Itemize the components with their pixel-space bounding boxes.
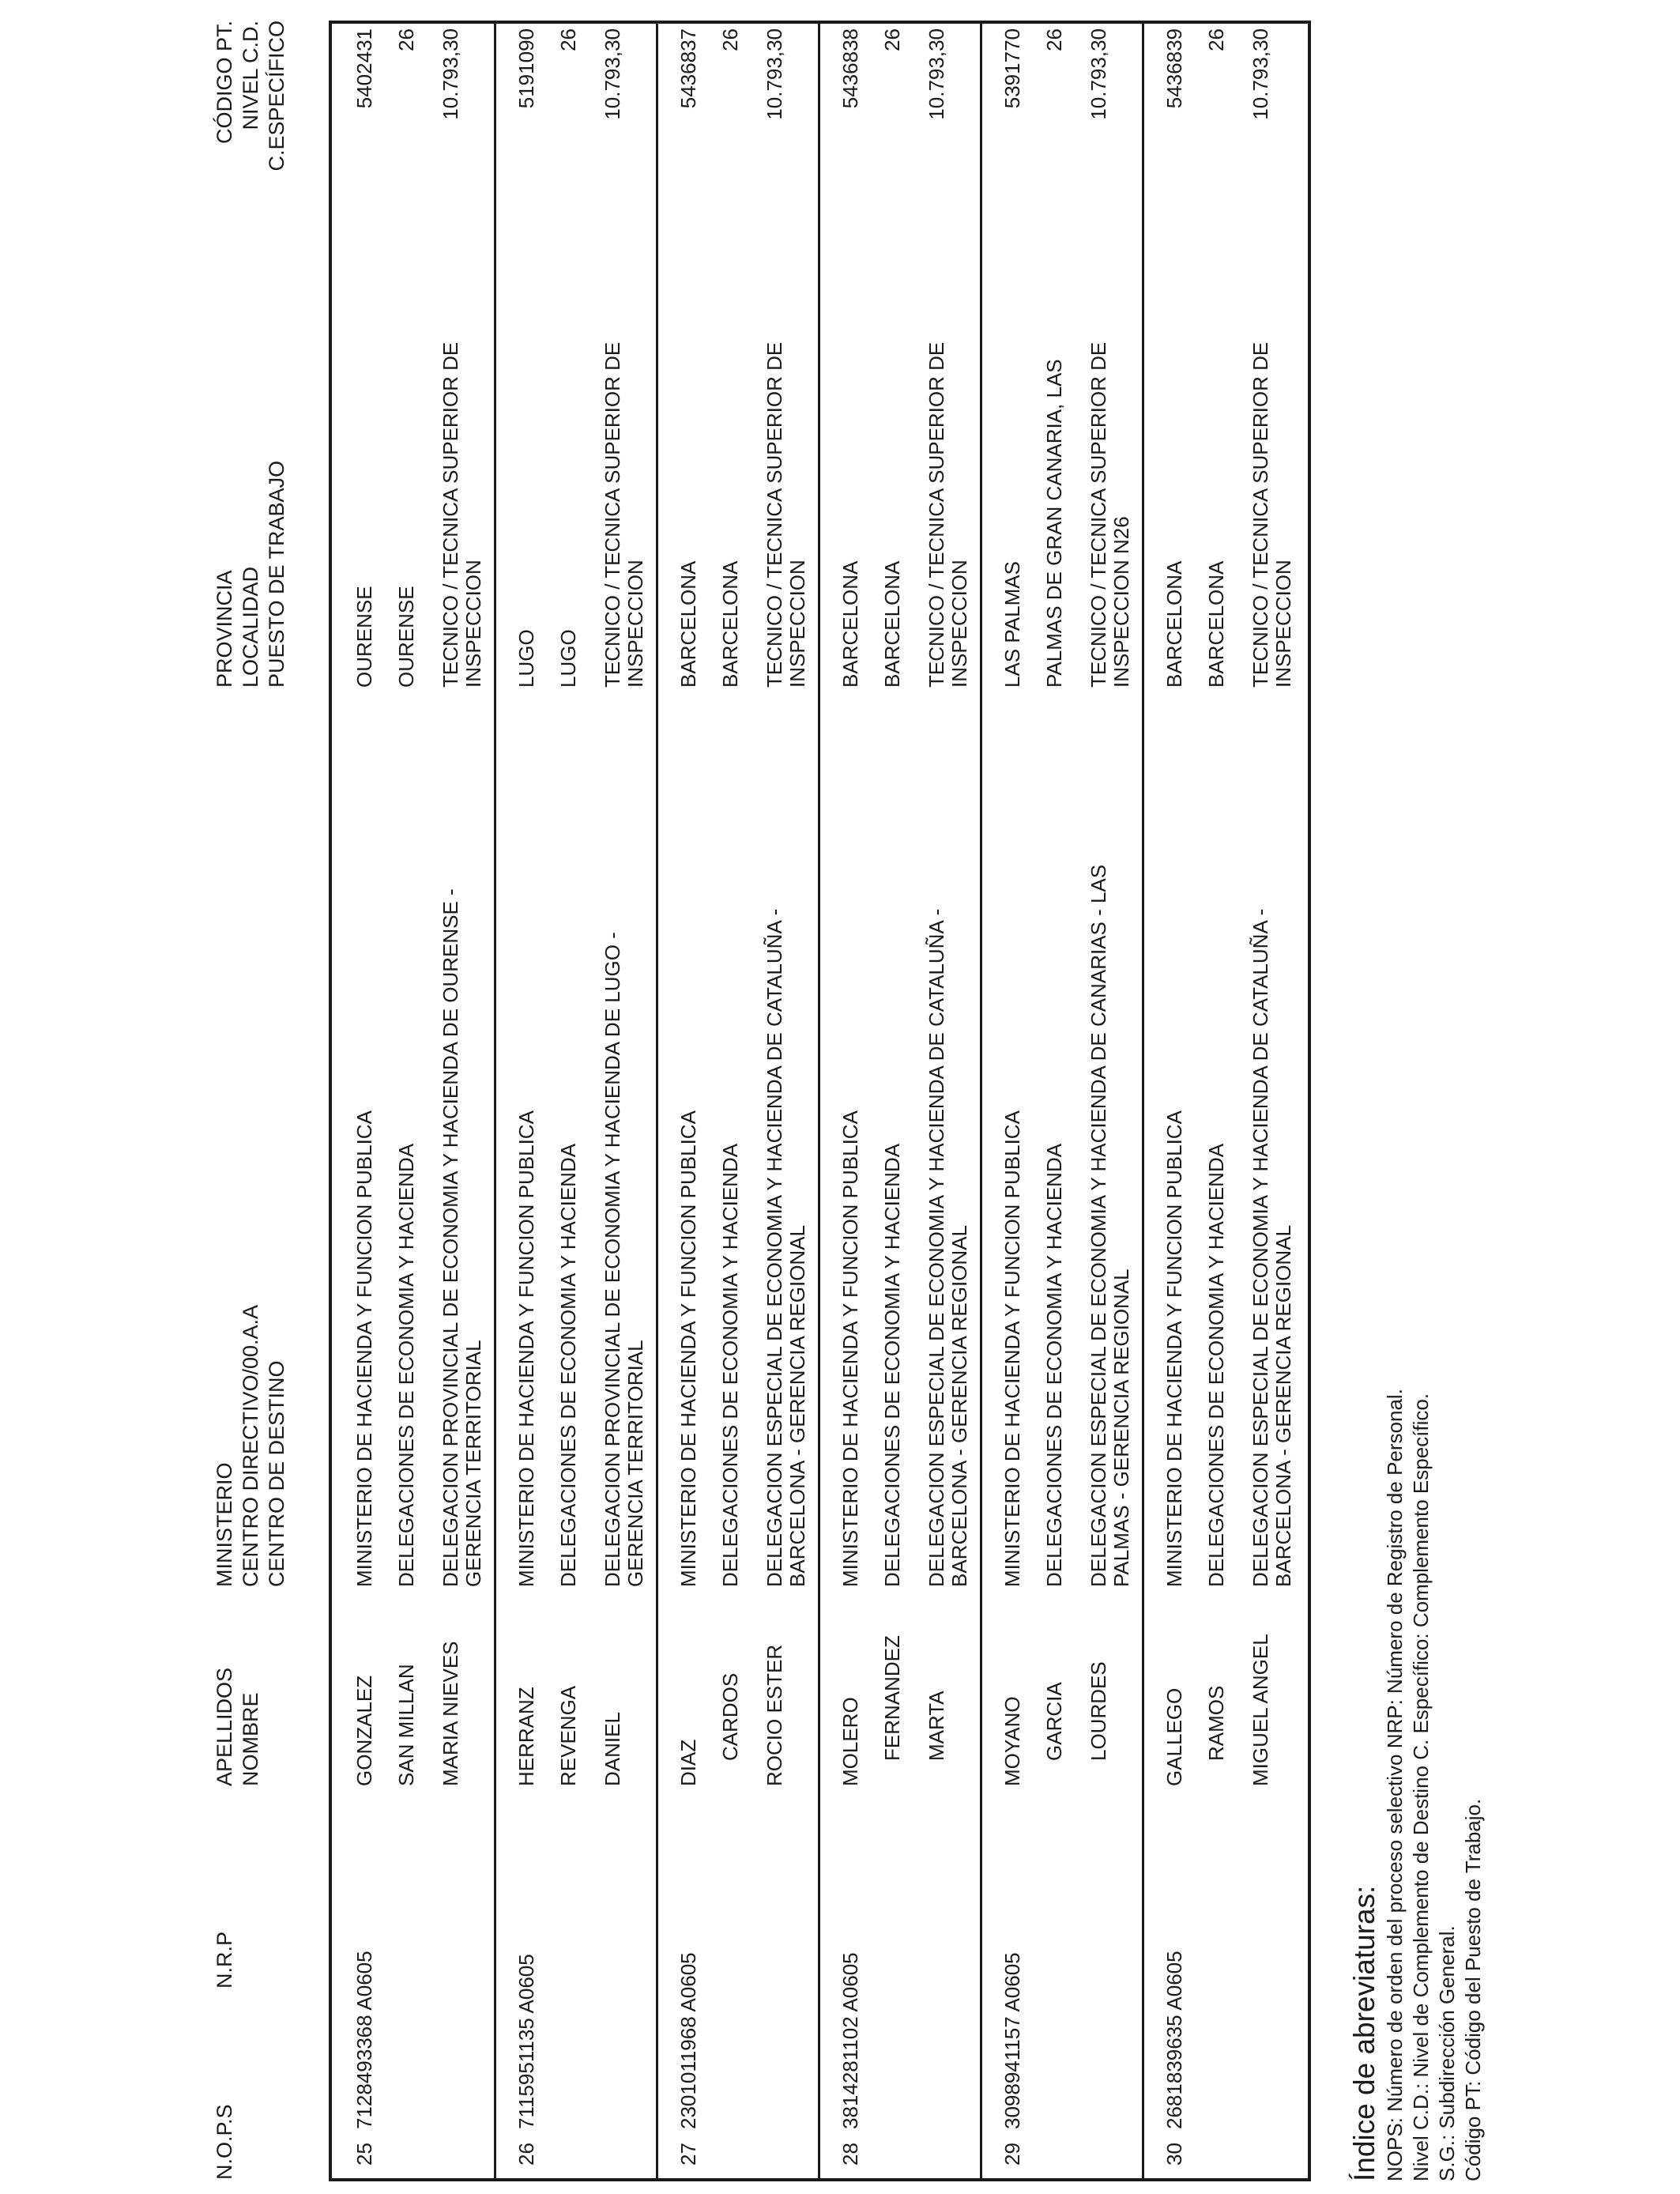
especifico-cell: 10.793,30 <box>1249 28 1272 120</box>
centro-destino-line1: DELEGACION PROVINCIAL DE ECONOMIA Y HACIENDA DE LUGO - <box>601 932 624 1587</box>
provincia-cell: BARCELONA <box>838 560 862 688</box>
apellido1-cell: MOYANO <box>1000 1696 1024 1786</box>
nops-cell: 25 <box>352 2143 376 2166</box>
nivel-cell: 26 <box>880 28 904 51</box>
nombre-cell: DANIEL <box>601 1712 624 1786</box>
ministerio-cell: MINISTERIO DE HACIENDA Y FUNCION PUBLICA <box>514 1110 538 1587</box>
nombre-cell: LOURDES <box>1087 1661 1110 1761</box>
puesto-line1: TECNICO / TECNICA SUPERIOR DE <box>1249 341 1272 688</box>
puesto-line1: TECNICO / TECNICA SUPERIOR DE <box>925 341 948 688</box>
nombre-cell: MARTA <box>925 1691 948 1761</box>
table-row <box>980 24 1143 2178</box>
nrp-cell: 7115951135 A0605 <box>514 1954 538 2129</box>
apellido2-cell: GARCIA <box>1042 1682 1066 1761</box>
header-ministerio <box>212 1305 290 1587</box>
nrp-cell: 3098941157 A0605 <box>1000 1952 1024 2129</box>
centro-directivo-cell: DELEGACIONES DE ECONOMIA Y HACIENDA <box>880 1143 904 1587</box>
header-apellidos-line: APELLIDOS <box>213 1667 236 1786</box>
abbreviations-index <box>1347 601 1486 2181</box>
localidad-cell: BARCELONA <box>718 560 742 688</box>
centro-destino-line2: BARCELONA - GERENCIA REGIONAL <box>785 1224 809 1587</box>
codigo-pt-cell: 5391770 <box>1000 28 1024 109</box>
nivel-cell: 26 <box>718 28 742 51</box>
centro-destino-line2: PALMAS - GERENCIA REGIONAL <box>1109 1269 1133 1587</box>
header-nops <box>212 2104 238 2180</box>
ministerio-cell: MINISTERIO DE HACIENDA Y FUNCION PUBLICA <box>838 1110 862 1587</box>
centro-destino-line2: GERENCIA TERRITORIAL <box>623 1340 647 1587</box>
table-row <box>332 24 493 2178</box>
puesto-line2: INSPECCION <box>623 560 647 688</box>
localidad-cell: PALMAS DE GRAN CANARIA, LAS <box>1042 359 1066 688</box>
centro-destino-line1: DELEGACION ESPECIAL DE ECONOMIA Y HACIENDA DE CANARIAS - LAS <box>1087 864 1110 1587</box>
header-nombre-line: NOMBRE <box>239 1692 262 1786</box>
abbreviations-title: Índice de abreviaturas: <box>1348 1885 1381 2181</box>
table-row <box>1142 24 1305 2178</box>
header-nrp-label: N.R.P <box>213 1931 236 1989</box>
header-codigo <box>212 21 290 201</box>
header-ministerio-line: MINISTERIO <box>213 1462 236 1587</box>
especifico-cell: 10.793,30 <box>763 28 786 120</box>
records-table <box>329 21 1311 2181</box>
puesto-line1: TECNICO / TECNICA SUPERIOR DE <box>601 341 624 688</box>
nrp-cell: 3814281102 A0605 <box>838 1952 862 2129</box>
ministerio-cell: MINISTERIO DE HACIENDA Y FUNCION PUBLICA <box>676 1110 700 1587</box>
header-especifico-line: C.ESPECÍFICO <box>265 21 288 172</box>
nrp-cell: 2301011968 A0605 <box>676 1952 700 2129</box>
nivel-cell: 26 <box>1204 28 1228 51</box>
abbreviation-line: Nivel C.D.: Nivel de Complemento de Destino C. Específico: Complemento Específico. <box>1409 1393 1433 2181</box>
header-provincia-line: PROVINCIA <box>213 570 236 688</box>
ministerio-cell: MINISTERIO DE HACIENDA Y FUNCION PUBLICA <box>1000 1110 1024 1587</box>
codigo-pt-cell: 5402431 <box>352 28 376 109</box>
nombre-cell: MARIA NIEVES <box>439 1641 462 1786</box>
centro-destino-line2: BARCELONA - GERENCIA REGIONAL <box>1271 1224 1295 1587</box>
centro-destino-line2: BARCELONA - GERENCIA REGIONAL <box>947 1224 971 1587</box>
apellido1-cell: HERRANZ <box>514 1687 538 1786</box>
puesto-line2: INSPECCION <box>1271 560 1295 688</box>
nivel-cell: 26 <box>1042 28 1066 51</box>
nops-cell: 30 <box>1162 2143 1186 2166</box>
nops-cell: 28 <box>838 2143 862 2166</box>
localidad-cell: BARCELONA <box>880 560 904 688</box>
header-nivel-line: NIVEL C.D. <box>239 21 262 130</box>
table-row <box>494 24 657 2178</box>
header-nrp <box>212 1932 238 1989</box>
abbreviation-line: S.G.: Subdirección General. <box>1435 1925 1459 2181</box>
centro-destino-line1: DELEGACION ESPECIAL DE ECONOMIA Y HACIENDA DE CATALUÑA - <box>925 908 948 1587</box>
localidad-cell: BARCELONA <box>1204 560 1228 688</box>
table-row <box>656 24 819 2178</box>
centro-directivo-cell: DELEGACIONES DE ECONOMIA Y HACIENDA <box>394 1143 418 1587</box>
puesto-line2: INSPECCION N26 <box>1109 516 1133 688</box>
nops-cell: 26 <box>514 2143 538 2166</box>
header-puesto-line: PUESTO DE TRABAJO <box>265 460 288 688</box>
header-centro-destino-line: CENTRO DE DESTINO <box>265 1360 288 1587</box>
especifico-cell: 10.793,30 <box>925 28 948 120</box>
table-row <box>818 24 981 2178</box>
provincia-cell: OURENSE <box>352 586 376 688</box>
nrp-cell: 7128493368 A0605 <box>352 1951 376 2129</box>
especifico-cell: 10.793,30 <box>1087 28 1110 120</box>
apellido1-cell: MOLERO <box>838 1697 862 1786</box>
puesto-line1: TECNICO / TECNICA SUPERIOR DE <box>439 341 462 688</box>
provincia-cell: BARCELONA <box>676 560 700 688</box>
provincia-cell: BARCELONA <box>1162 560 1186 688</box>
provincia-cell: LAS PALMAS <box>1000 561 1024 688</box>
codigo-pt-cell: 5436838 <box>838 28 862 109</box>
apellido2-cell: SAN MILLAN <box>394 1664 418 1786</box>
centro-directivo-cell: DELEGACIONES DE ECONOMIA Y HACIENDA <box>1204 1143 1228 1587</box>
apellido1-cell: GONZALEZ <box>352 1675 376 1786</box>
nivel-cell: 26 <box>556 28 580 51</box>
nops-cell: 29 <box>1000 2143 1024 2166</box>
ministerio-cell: MINISTERIO DE HACIENDA Y FUNCION PUBLICA <box>1162 1110 1186 1587</box>
nops-cell: 27 <box>676 2143 700 2166</box>
especifico-cell: 10.793,30 <box>601 28 624 120</box>
centro-directivo-cell: DELEGACIONES DE ECONOMIA Y HACIENDA <box>1042 1143 1066 1587</box>
apellido2-cell: FERNANDEZ <box>880 1635 904 1761</box>
localidad-cell: LUGO <box>556 629 580 688</box>
centro-destino-line1: DELEGACION ESPECIAL DE ECONOMIA Y HACIENDA DE CATALUÑA - <box>1249 908 1272 1587</box>
header-nops-label: N.O.P.S <box>213 2104 236 2180</box>
header-provincia <box>212 461 290 688</box>
localidad-cell: OURENSE <box>394 586 418 688</box>
centro-destino-line1: DELEGACION PROVINCIAL DE ECONOMIA Y HACIENDA DE OURENSE - <box>439 888 462 1587</box>
centro-destino-line2: GERENCIA TERRITORIAL <box>461 1340 485 1587</box>
apellido2-cell: REVENGA <box>556 1685 580 1786</box>
nrp-cell: 2681839635 A0605 <box>1162 1951 1186 2129</box>
nombre-cell: MIGUEL ANGEL <box>1249 1634 1272 1786</box>
apellido1-cell: DIAZ <box>676 1739 700 1786</box>
apellido2-cell: RAMOS <box>1204 1685 1228 1761</box>
nivel-cell: 26 <box>394 28 418 51</box>
abbreviation-line: Código PT: Código del Puesto de Trabajo. <box>1461 1798 1485 2181</box>
codigo-pt-cell: 5436839 <box>1162 28 1186 109</box>
especifico-cell: 10.793,30 <box>439 28 462 120</box>
abbreviation-line: NOPS: Número de orden del proceso selectivo NRP: Número de Registro de Personal. <box>1383 1389 1407 2181</box>
puesto-line2: INSPECCION <box>461 560 485 688</box>
apellido2-cell: CARDOS <box>718 1672 742 1761</box>
centro-directivo-cell: DELEGACIONES DE ECONOMIA Y HACIENDA <box>556 1143 580 1587</box>
centro-destino-line1: DELEGACION ESPECIAL DE ECONOMIA Y HACIENDA DE CATALUÑA - <box>763 908 786 1587</box>
header-localidad-line: LOCALIDAD <box>239 566 262 688</box>
puesto-line1: TECNICO / TECNICA SUPERIOR DE <box>763 341 786 688</box>
puesto-line2: INSPECCION <box>947 560 971 688</box>
codigo-pt-cell: 5191090 <box>514 28 538 109</box>
nombre-cell: ROCIO ESTER <box>763 1644 786 1786</box>
puesto-line1: TECNICO / TECNICA SUPERIOR DE <box>1087 341 1110 688</box>
centro-directivo-cell: DELEGACIONES DE ECONOMIA Y HACIENDA <box>718 1143 742 1587</box>
header-apellidos <box>212 1668 264 1786</box>
header-codigo-pt-line: CÓDIGO PT. <box>213 21 236 145</box>
header-centro-directivo-line: CENTRO DIRECTIVO/00.A.A <box>239 1304 262 1587</box>
apellido1-cell: GALLEGO <box>1162 1687 1186 1786</box>
provincia-cell: LUGO <box>514 629 538 688</box>
puesto-line2: INSPECCION <box>785 560 809 688</box>
ministerio-cell: MINISTERIO DE HACIENDA Y FUNCION PUBLICA <box>352 1110 376 1587</box>
codigo-pt-cell: 5436837 <box>676 28 700 109</box>
